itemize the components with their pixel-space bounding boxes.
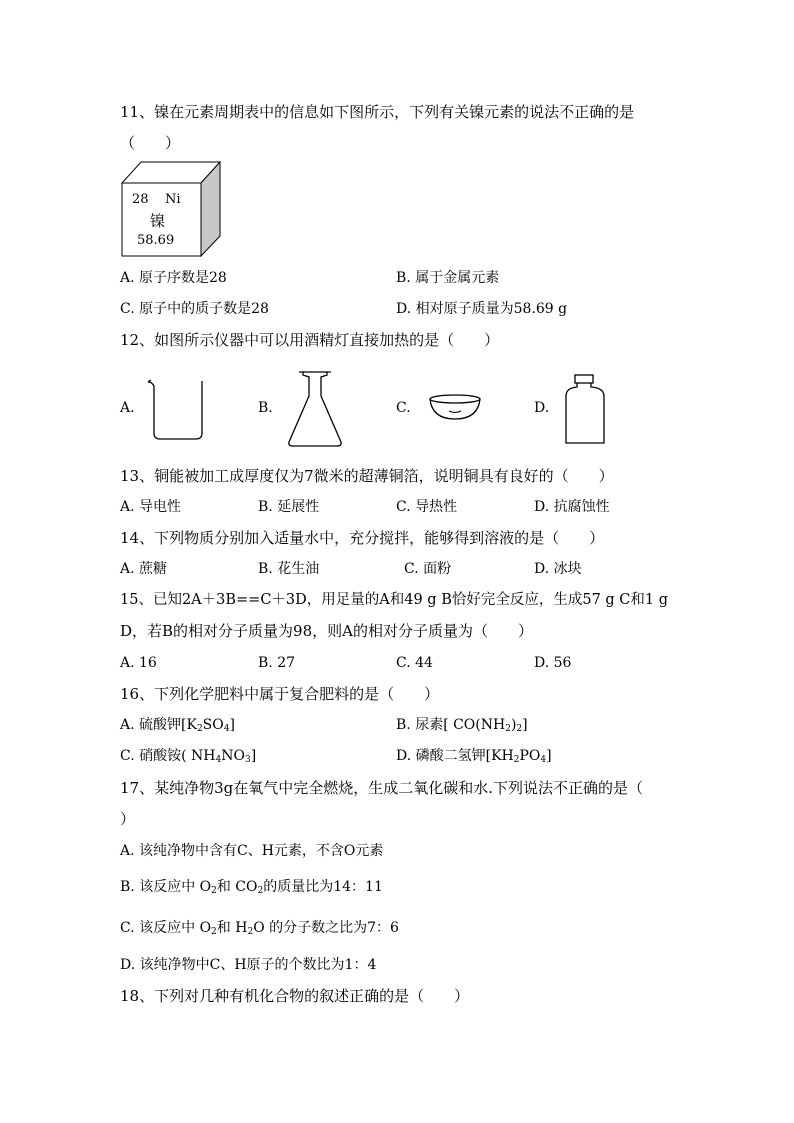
q13-stem: 13、铜能被加工成厚度仅为7微米的超薄铜箔，说明铜具有良好的（ ） xyxy=(120,467,614,485)
q12-label-a: A. xyxy=(120,400,135,416)
beaker-image xyxy=(146,375,206,441)
q14-option-a: A. 蔗糖 xyxy=(120,561,168,577)
q15-option-d: D. 56 xyxy=(534,655,572,671)
q12-label-d: D. xyxy=(534,400,550,416)
q13-option-d: D. 抗腐蚀性 xyxy=(534,499,610,515)
element-symbol: Ni xyxy=(165,192,181,207)
q11-option-d: D. 相对原子质量为58.69 g xyxy=(396,301,568,317)
q18-stem: 18、下列对几种有机化合物的叙述正确的是（ ） xyxy=(120,987,470,1005)
reagent-bottle-image xyxy=(563,372,607,446)
q15-stem-line2: D，若B的相对分子质量为98，则A的相对分子质量为（ ） xyxy=(120,622,533,640)
q13-option-b: B. 延展性 xyxy=(258,499,320,515)
q13-option-a: A. 导电性 xyxy=(120,499,182,515)
conical-flask-image xyxy=(285,368,345,448)
q13-option-c: C. 导热性 xyxy=(396,499,458,515)
element-name: 镍 xyxy=(150,212,166,230)
q11-stem: 11、镍在元素周期表中的信息如下图所示，下列有关镍元素的说法不正确的是 xyxy=(120,103,635,121)
q11-option-b: B. 属于金属元素 xyxy=(396,270,500,286)
q17-option-c: C. 该反应中 $O_2$和 $H_2O$ 的分子数之比为7：6 xyxy=(120,920,399,937)
q17-option-b: B. 该反应中 $O_2$和 $CO_2$的质量比为14：11 xyxy=(120,879,383,896)
q15-option-c: C. 44 xyxy=(396,655,433,671)
q16-option-a: A. 硫酸钾$[K_2SO_4]$ xyxy=(120,717,235,734)
q15-option-a: A. 16 xyxy=(120,655,157,671)
q15-option-b: B. 27 xyxy=(258,655,296,671)
element-atomic-mass: 58.69 xyxy=(137,233,175,248)
q16-option-c: C. 硝酸铵( $NH_4NO_3$] xyxy=(120,748,257,765)
evaporating-dish-image xyxy=(427,393,483,423)
q12-stem: 12、如图所示仪器中可以用酒精灯直接加热的是（ ） xyxy=(120,331,500,349)
q17-stem-line1: 17、某纯净物3g在氧气中完全燃烧，生成二氧化碳和水.下列说法不正确的是（ xyxy=(120,779,644,797)
q14-option-b: B. 花生油 xyxy=(258,561,320,577)
q11-answer-paren: （ ） xyxy=(120,134,181,152)
q11-option-a: A. 原子序数是28 xyxy=(120,270,227,286)
q16-option-b: B. 尿素[ $CO(NH_2)_2$] xyxy=(396,717,528,734)
q17-option-a: A. 该纯净物中含有C、H元素，不含O元素 xyxy=(120,843,384,859)
q14-option-d: D. 冰块 xyxy=(534,561,582,577)
q17-stem-line2: ） xyxy=(120,810,136,828)
q14-stem: 14、下列物质分别加入适量水中，充分搅拌，能够得到溶液的是（ ） xyxy=(120,529,605,547)
q16-option-d: D. 磷酸二氢钾$[KH_2PO_4]$ xyxy=(396,748,552,765)
element-atomic-number: 28 xyxy=(132,192,149,207)
q14-option-c: C. 面粉 xyxy=(404,561,452,577)
q17-option-d: D. 该纯净物中C、H原子的个数比为1：4 xyxy=(120,957,377,973)
q16-stem: 16、下列化学肥料中属于复合肥料的是（ ） xyxy=(120,685,440,703)
q15-stem-line1: 15、已知2A＋3B==C＋3D，用足量的A和49 g B恰好完全反应，生成57 g C和1 g xyxy=(120,592,669,608)
q12-label-b: B. xyxy=(258,400,273,416)
q11-option-c: C. 原子中的质子数是28 xyxy=(120,301,269,317)
q12-label-c: C. xyxy=(396,400,411,416)
